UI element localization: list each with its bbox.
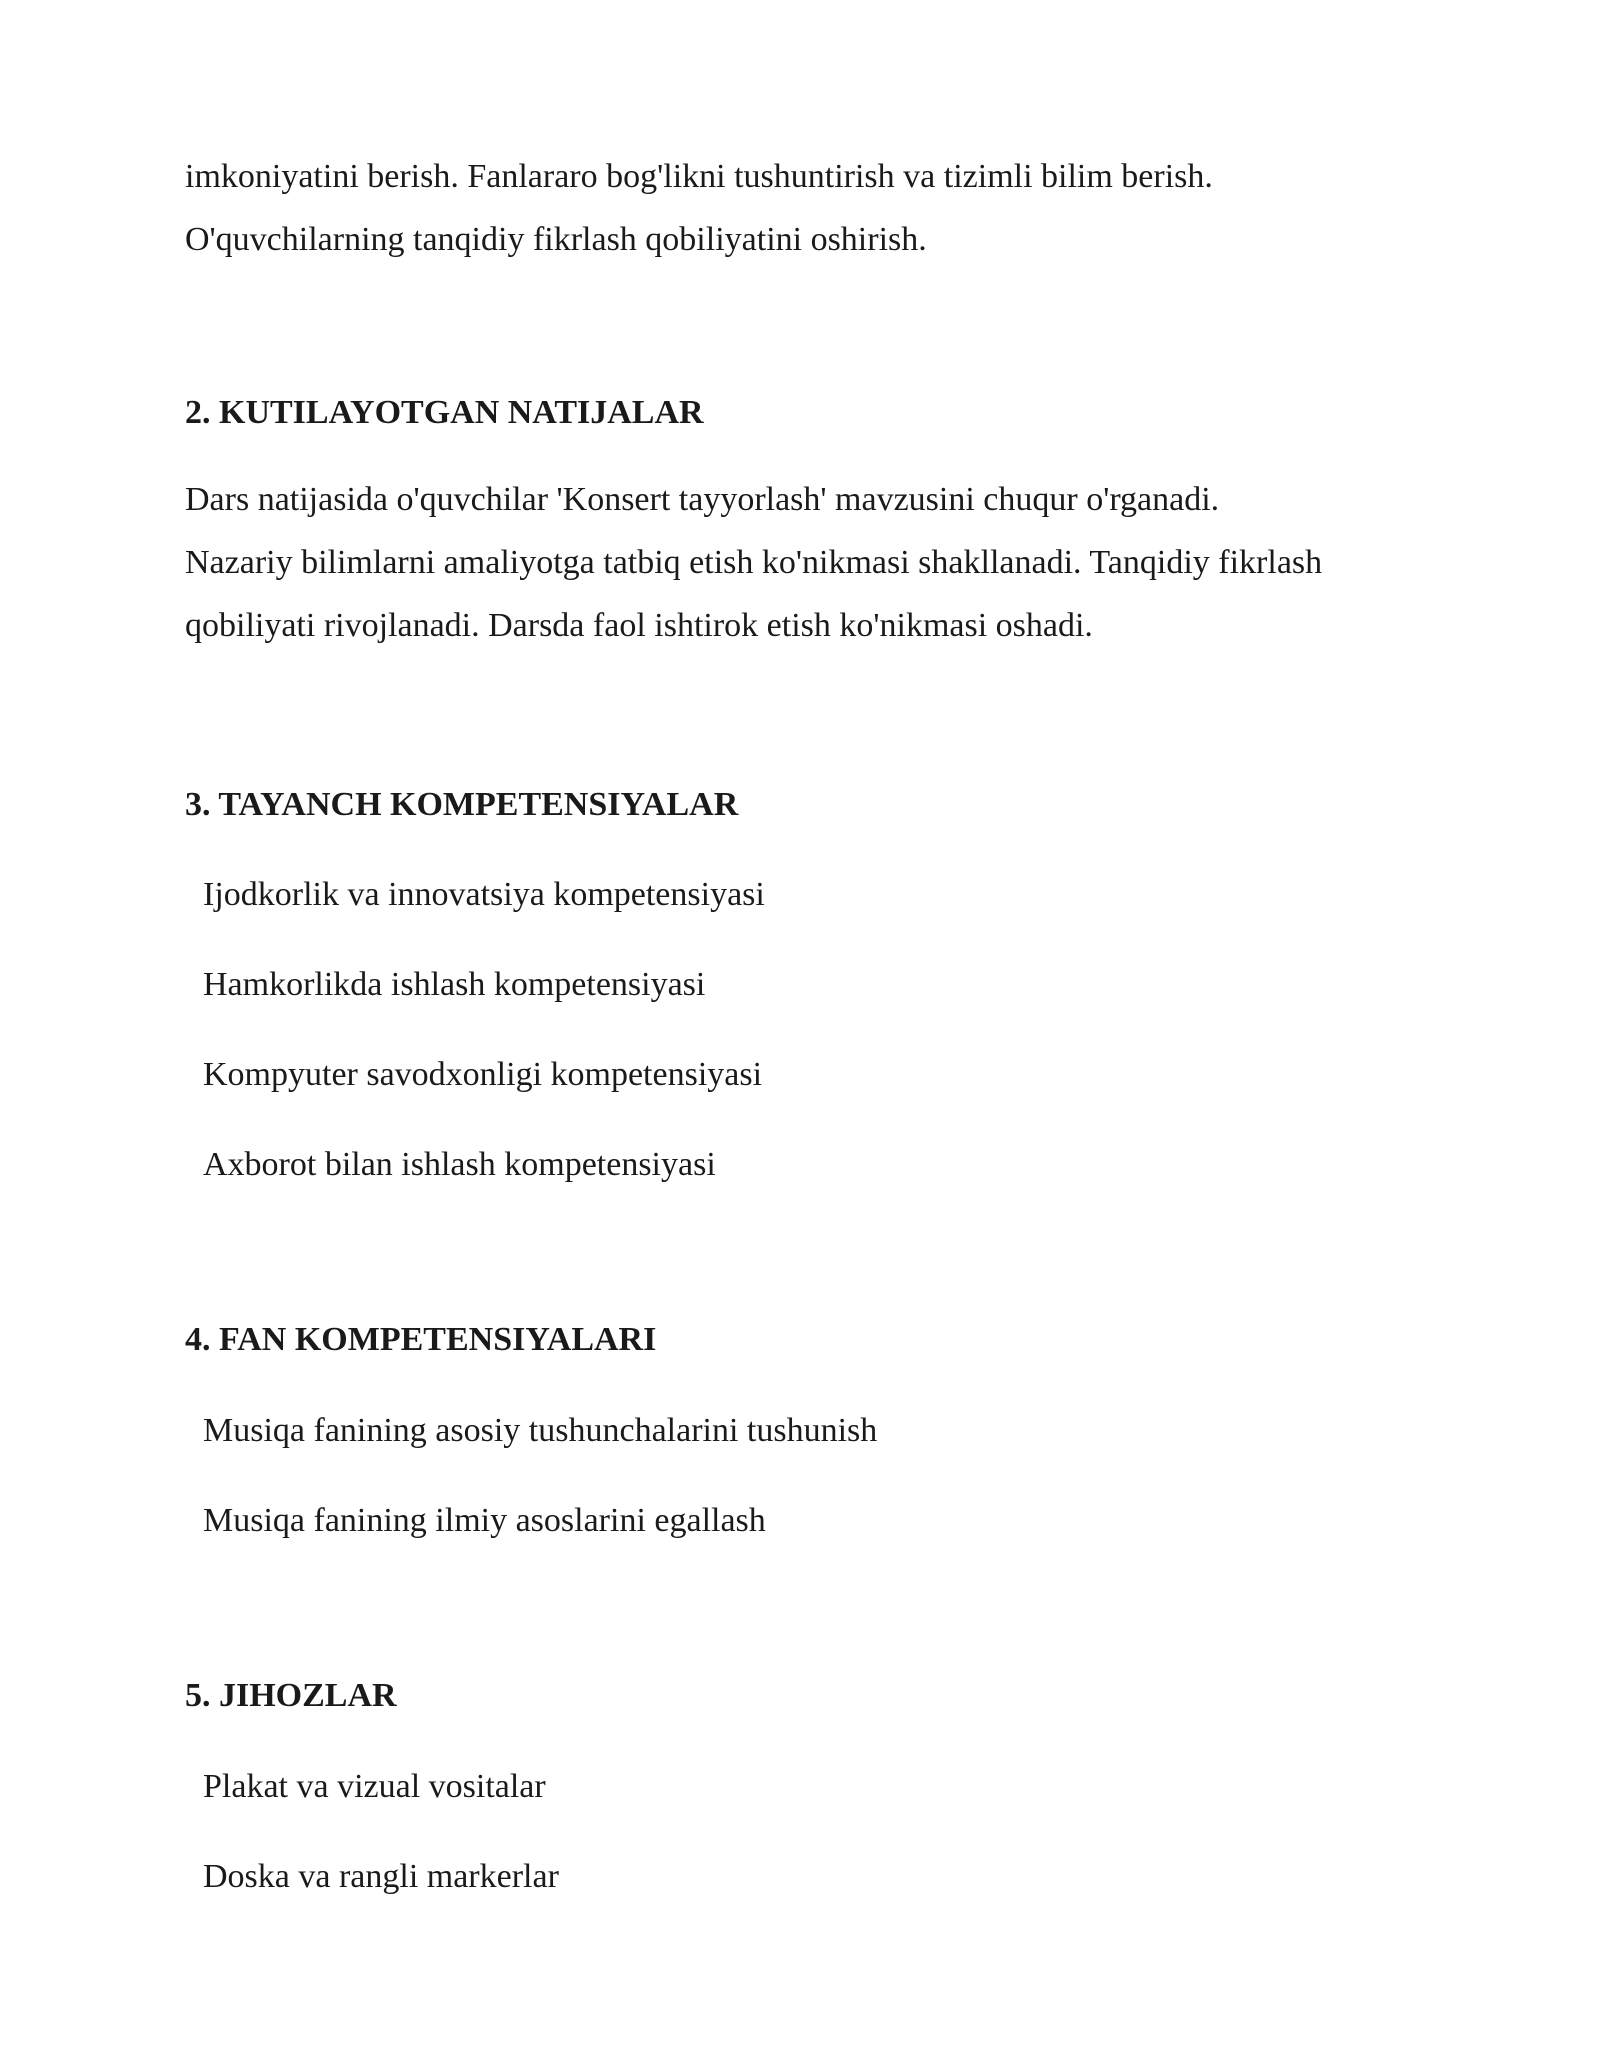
list-item: Hamkorlikda ishlash kompetensiyasi — [203, 966, 706, 1003]
list-item: Ijodkorlik va innovatsiya kompetensiyasi — [203, 876, 765, 913]
expected-results-paragraph — [185, 468, 1445, 657]
paragraph-line: Dars natijasida o'quvchilar 'Konsert tayyorlash' mavzusini chuqur o'rganadi. — [185, 481, 1220, 518]
list-item: Plakat va vizual vositalar — [203, 1768, 546, 1805]
equipment-list — [185, 1765, 1445, 1899]
list-item: Musiqa fanining ilmiy asoslarini egallash — [203, 1502, 766, 1539]
list-item: Axborot bilan ishlash kompetensiyasi — [203, 1146, 716, 1183]
paragraph-line: Nazariy bilimlarni amaliyotga tatbiq etish ko'nikmasi shakllanadi. Tanqidiy fikrlash — [185, 544, 1323, 581]
intro-paragraph — [185, 145, 1445, 271]
subject-competencies-list — [185, 1409, 1445, 1543]
list-item: Musiqa fanining asosiy tushunchalarini tushunish — [203, 1412, 878, 1449]
intro-line: O'quvchilarning tanqidiy fikrlash qobiliyatini oshirish. — [185, 221, 927, 258]
section-heading-subject-competencies: 4. FAN KOMPETENSIYALARI — [185, 1321, 657, 1358]
core-competencies-list — [185, 873, 1445, 1187]
document-page — [185, 145, 1445, 1899]
paragraph-line: qobiliyati rivojlanadi. Darsda faol ishtirok etish ko'nikmasi oshadi. — [185, 607, 1093, 644]
list-item: Kompyuter savodxonligi kompetensiyasi — [203, 1056, 763, 1093]
list-item: Doska va rangli markerlar — [203, 1858, 559, 1895]
section-heading-equipment: 5. JIHOZLAR — [185, 1677, 397, 1714]
intro-line: imkoniyatini berish. Fanlararo bog'likni tushuntirish va tizimli bilim berish. — [185, 158, 1213, 195]
section-heading-core-competencies: 3. TAYANCH KOMPETENSIYALAR — [185, 786, 739, 823]
section-heading-expected-results: 2. KUTILAYOTGAN NATIJALAR — [185, 394, 704, 431]
